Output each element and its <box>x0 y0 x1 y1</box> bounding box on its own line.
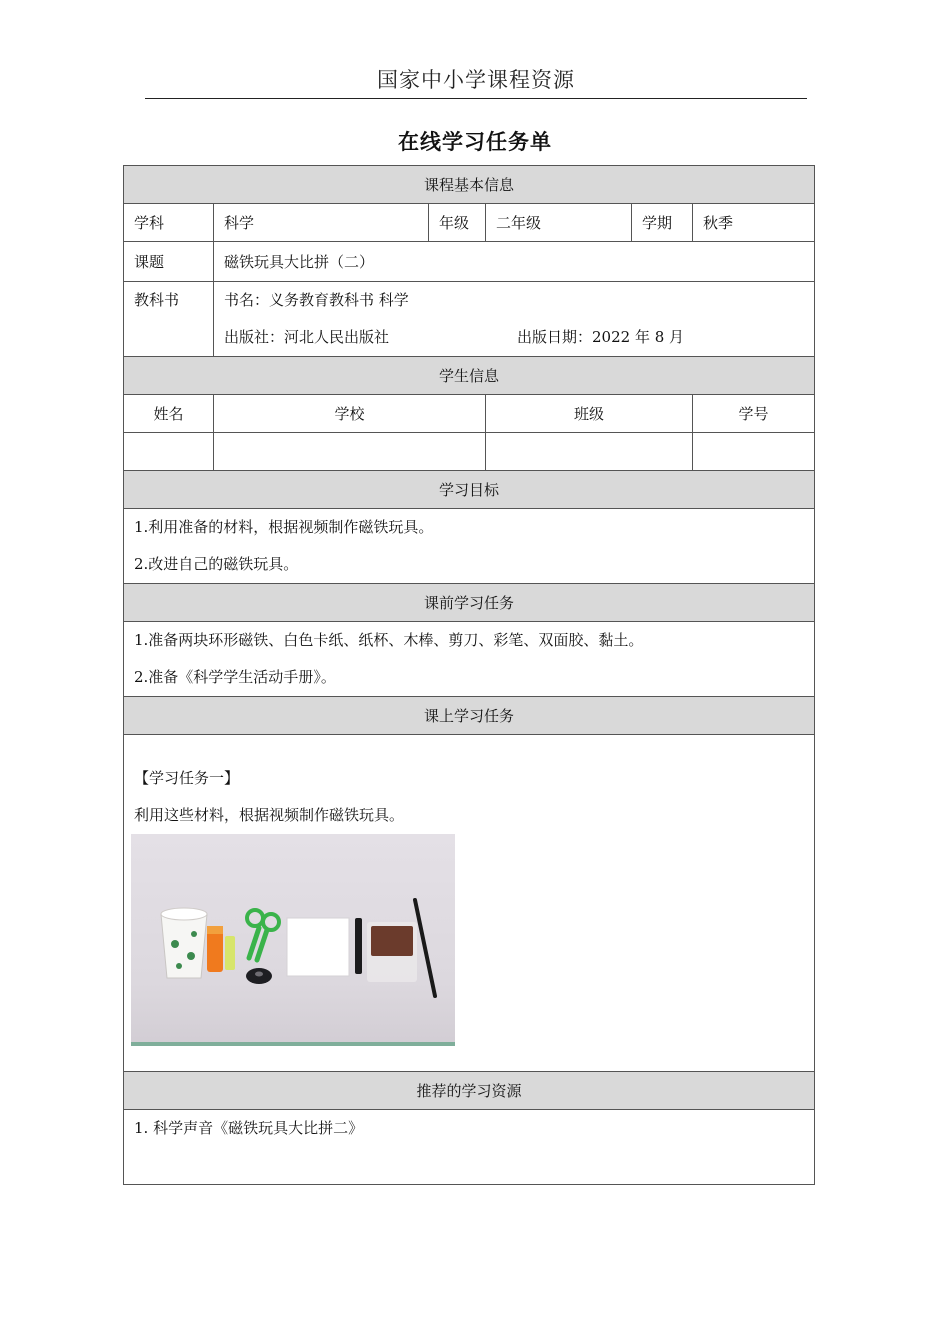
student-class-header: 班级 <box>486 395 693 433</box>
paper-cup-icon <box>161 908 207 978</box>
wooden-stick-icon <box>415 900 435 996</box>
course-info-header: 课程基本信息 <box>124 166 815 204</box>
pre-class-list <box>124 622 815 697</box>
goals-header: 学习目标 <box>124 471 815 509</box>
resources-list <box>124 1110 815 1185</box>
textbook-label: 教科书 <box>124 282 214 357</box>
pre-class-item: 1.准备两块环形磁铁、白色卡纸、纸杯、木棒、剪刀、彩笔、双面胶、黏土。 <box>134 631 644 649</box>
student-school-field[interactable] <box>214 433 486 471</box>
resources-header: 推荐的学习资源 <box>124 1072 815 1110</box>
student-name-header: 姓名 <box>124 395 214 433</box>
publisher: 出版社：河北人民出版社 <box>224 328 390 346</box>
task-sheet-table <box>123 165 815 1185</box>
document-title: 在线学习任务单 <box>398 129 552 154</box>
textbook-details <box>214 282 815 357</box>
pre-class-item: 2.准备《科学学生活动手册》。 <box>134 668 336 686</box>
scissors-icon <box>247 910 279 960</box>
student-school-header: 学校 <box>214 395 486 433</box>
term-value: 秋季 <box>693 204 815 242</box>
grade-value: 二年级 <box>486 204 632 242</box>
marker-icon <box>355 918 362 974</box>
goals-list <box>124 509 815 584</box>
glue-stick-icon <box>225 936 235 970</box>
student-id-header: 学号 <box>693 395 815 433</box>
student-name-field[interactable] <box>124 433 214 471</box>
ring-magnet-icon <box>246 968 272 984</box>
goal-item: 2.改进自己的磁铁玩具。 <box>134 555 299 573</box>
subject-label: 学科 <box>124 204 214 242</box>
subject-value: 科学 <box>214 204 429 242</box>
materials-illustration <box>131 834 455 1046</box>
site-title: 国家中小学课程资源 <box>377 68 575 92</box>
task-heading: 【学习任务一】 <box>134 769 240 787</box>
clay-icon <box>367 922 417 982</box>
textbook-publisher-line <box>224 319 804 356</box>
grade-label: 年级 <box>429 204 486 242</box>
double-sided-tape-icon <box>207 926 223 972</box>
header-divider <box>145 98 807 99</box>
student-class-field[interactable] <box>486 433 693 471</box>
materials-photo <box>131 834 455 1046</box>
student-info-header: 学生信息 <box>124 357 815 395</box>
student-id-field[interactable] <box>693 433 815 471</box>
textbook-name: 书名：义务教育教科书 科学 <box>224 291 409 309</box>
topic-value: 磁铁玩具大比拼（二） <box>214 242 815 282</box>
topic-label: 课题 <box>124 242 214 282</box>
goal-item: 1.利用准备的材料，根据视频制作磁铁玩具。 <box>134 518 434 536</box>
publish-date: 出版日期：2022 年 8 月 <box>517 328 685 346</box>
task-text: 利用这些材料，根据视频制作磁铁玩具。 <box>134 806 405 824</box>
resource-item[interactable]: 1. 科学声音《磁铁玩具大比拼二》 <box>134 1119 364 1137</box>
photo-floor <box>131 1042 455 1046</box>
in-class-content <box>124 735 815 1072</box>
in-class-header: 课上学习任务 <box>124 697 815 735</box>
white-card-icon <box>287 918 349 976</box>
pre-class-header: 课前学习任务 <box>124 584 815 622</box>
term-label: 学期 <box>632 204 693 242</box>
